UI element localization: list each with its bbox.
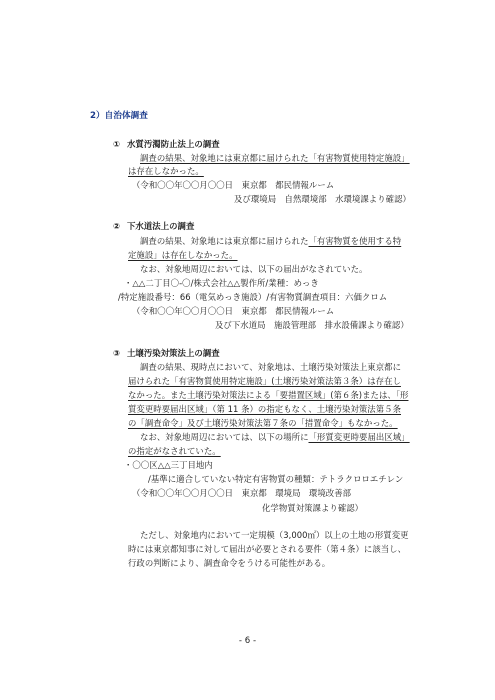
item3-line-7: の指定がなされていた。	[128, 446, 221, 456]
item2-line-7: 及び下水道局 施設管理部 排水設備課より確認）	[215, 320, 409, 330]
item3-line-9: /基準に適合していない特定有害物質の種類：テトラクロロエチレン	[148, 474, 404, 484]
item3-line-6: なお、対象地周辺においては、以下の場所に「形質変更時要届出区域」	[140, 432, 410, 442]
item1-title: 水質汚濁防止法上の調査	[127, 139, 220, 149]
item2-line-3: なお、対象地周辺においては、以下の届出がなされていた。	[140, 264, 368, 274]
closing-line-3: 行政の判断により、調査命令をうける可能性がある。	[128, 558, 331, 568]
item1-line-3: （令和〇〇年〇〇月〇〇日 東京都 都民情報ルーム	[132, 180, 335, 190]
item1-line-1: 調査の結果、対象地には東京都に届けられた「有害物質使用特定施設」	[140, 153, 410, 163]
section-heading: 2）自治体調査	[90, 111, 148, 121]
item3-line-11: 化学物質対策課より確認）	[262, 503, 364, 513]
item3-heading	[113, 347, 220, 359]
item3-line-4: 質変更時要届出区域」（第 11 条）の指定もなく、土壌汚染対策法第５条	[128, 404, 401, 414]
item2-line-6: （令和〇〇年〇〇月〇〇日 東京都 都民情報ルーム	[132, 306, 335, 316]
item2-line-2: 定施設」は存在しなかった。	[128, 250, 238, 260]
item2-heading	[113, 220, 194, 232]
item3-line-5: の「調査命令」及び土壌汚染対策法第７条の「措置命令」もなかった。	[128, 418, 398, 428]
item2-title: 下水道法上の調査	[127, 221, 195, 231]
item3-line-1: 調査の結果、現時点において、対象地は、土壌汚染対策法上東京都に	[140, 362, 402, 372]
item3-line-8: ・〇〇区△△三丁目地内	[124, 460, 213, 470]
item2-line-1: 調査の結果、対象地には東京都に届けられた「有害物質を使用する特	[140, 236, 402, 246]
item3-line-10: （令和〇〇年〇〇月〇〇日 東京都 環境局 環境改善部	[132, 488, 352, 498]
item2-line-4: ・△△二丁目〇-〇/株式会社△△製作所/業種：めっき	[124, 278, 319, 288]
item2-number: ②	[113, 221, 121, 231]
page-number: - 6 -	[238, 636, 257, 646]
item3-number: ③	[113, 348, 121, 358]
closing-line-2: 時には東京都知事に対して届出が必要とされる要件（第４条）に該当し、	[128, 544, 407, 554]
item1-number: ①	[113, 139, 121, 149]
item3-title: 土壌汚染対策法上の調査	[127, 348, 220, 358]
closing-line-1: ただし、対象地内において一定規模（3,000㎡）以上の土地の形質変更	[140, 530, 409, 540]
item1-line-2: は存在しなかった。	[128, 166, 204, 176]
item3-line-3: なかった。また土壌汚染対策法による「要措置区域」(第６条)または、「形	[128, 390, 409, 400]
item3-line-2: 届けられた「有害物質使用特定施設」(土壌汚染対策法第３条）は存在し	[128, 376, 401, 386]
item2-line-5: /特定施設番号：66（電気めっき施設）/有害物質調査項目：六価クロム	[118, 292, 388, 302]
item1-line-4: 及び環境局 自然環境部 水環境課より確認）	[234, 194, 411, 204]
item1-heading	[113, 138, 220, 150]
